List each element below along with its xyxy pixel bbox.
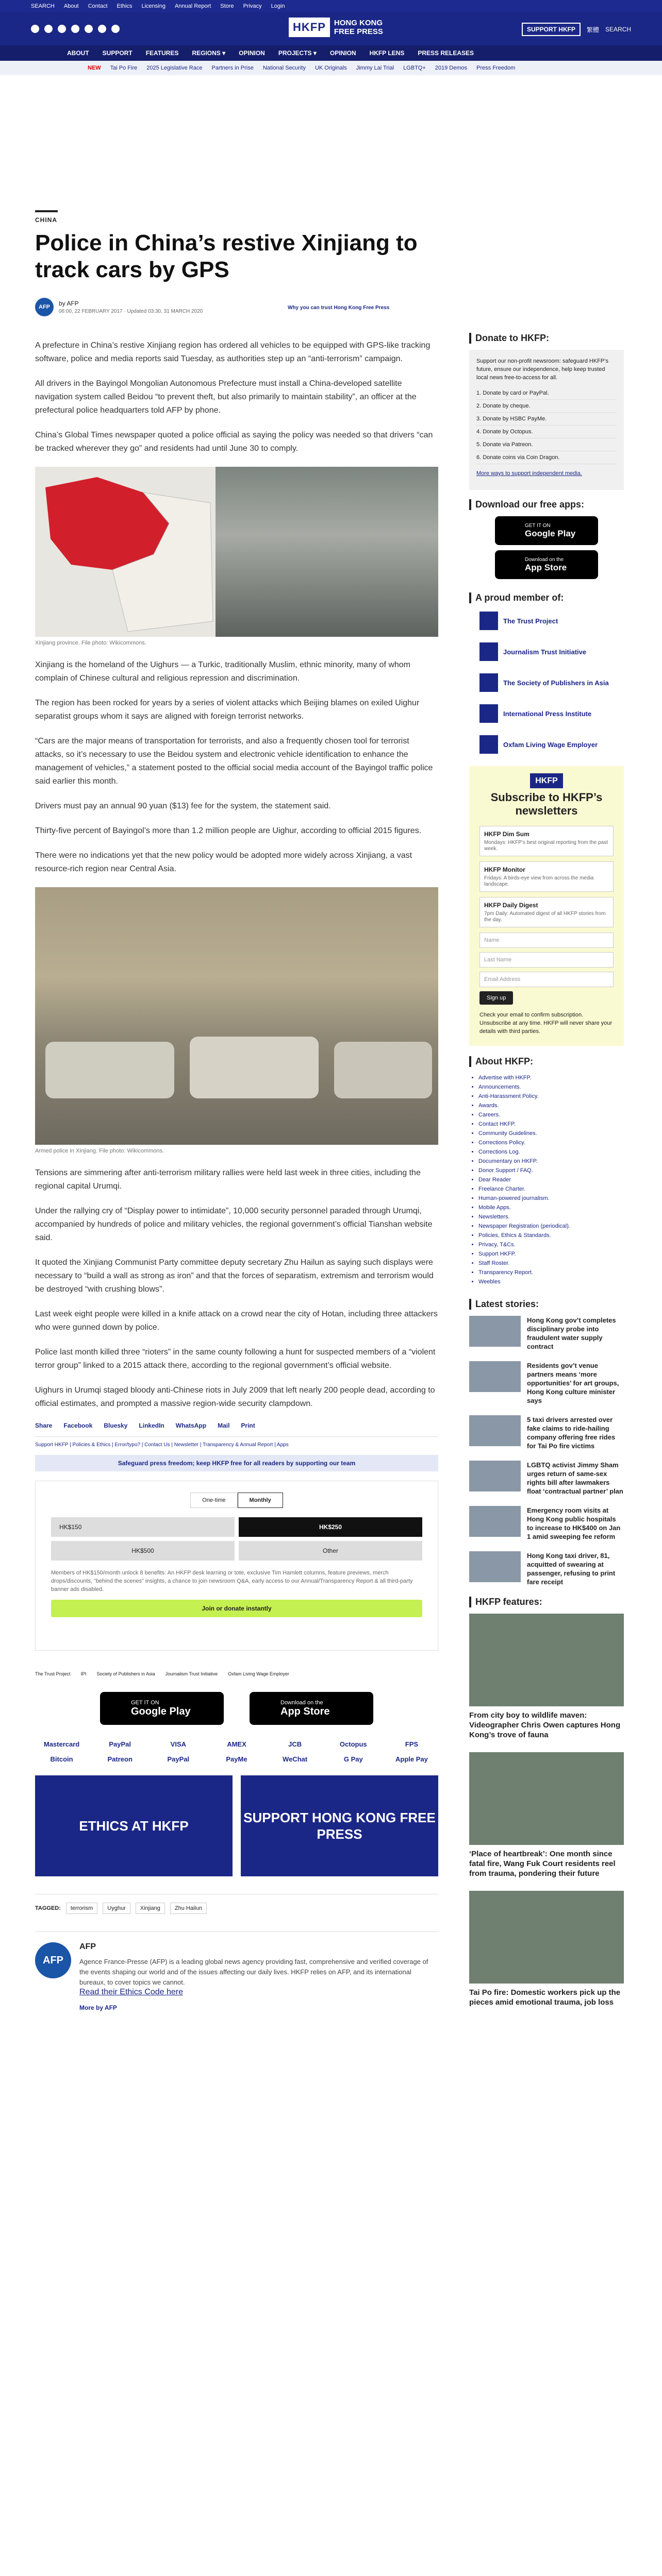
gpay-icon[interactable]: G Pay (343, 1755, 363, 1763)
donate-option[interactable]: 5. Donate via Patreon. (476, 438, 617, 451)
trending-item[interactable]: Partners in Prise (211, 65, 254, 71)
newsletter-desc: 7pm Daily: Automated digest of all HKFP stories from the day. (484, 911, 606, 923)
feature-image (469, 1752, 624, 1845)
sopa-icon (479, 673, 498, 692)
about-link[interactable]: • Support HKFP. (478, 1249, 624, 1259)
feature-title: Tai Po fire: Domestic workers pick up the pieces amid emotional trauma, job loss (469, 1988, 621, 2007)
mastercard-icon[interactable]: Mastercard (43, 1740, 80, 1748)
safeguard-banner[interactable]: Safeguard press freedom; keep HKFP free for all readers by supporting our team (35, 1455, 438, 1471)
more-ways-link[interactable]: More ways to support independent media. (476, 470, 582, 477)
trending-item[interactable]: Press Freedom (476, 65, 516, 71)
paragraph: There were no indications yet that the new policy would be adopted more widely across Xinjiang, a vast resource-rich region near Central Asia. (35, 851, 412, 873)
divider (35, 210, 58, 212)
member-badges (35, 1671, 438, 1676)
join-donate-button[interactable]: Join or donate instantly (51, 1600, 422, 1617)
story-thumbnail (469, 1551, 521, 1582)
trust-link[interactable]: Why you can trust Hong Kong Free Press (288, 305, 390, 311)
social-icons (31, 25, 120, 33)
trending-new-label: NEW (88, 65, 101, 71)
newsletter-note: Check your email to confirm subscription. Unsubscribe at any time. HKFP will never share your details with third parties. (479, 1012, 613, 1035)
amex-icon[interactable]: AMEX (227, 1740, 246, 1748)
trust-project-icon (479, 612, 498, 630)
newsletter-box (469, 766, 624, 1046)
sidebar (469, 333, 624, 2020)
ethics-code-link[interactable]: Read their Ethics Code here (79, 1988, 183, 1996)
amount-option-selected[interactable]: HK$250 (239, 1517, 422, 1537)
newsletter-name: HKFP Daily Digest (484, 902, 538, 909)
paragraph: All drivers in the Bayingol Mongolian Autonomous Prefecture must install a China-developed satellite navigation system called Beidou “to prevent theft, but also primarily to maintain stability”, an officer at the prefectural police headquarters told AFP by phone. (35, 379, 417, 415)
trending-item[interactable]: 2019 Demos (435, 65, 468, 71)
tag[interactable]: Xinjiang (136, 1903, 165, 1914)
visa-icon[interactable]: VISA (170, 1740, 187, 1748)
member-name: International Press Institute (503, 709, 592, 718)
support-links[interactable]: Support HKFP | Policies & Ethics | Error/typo? | Contact Us | Newsletter | Transparency & Annual Report | Apps (35, 1436, 438, 1448)
paragraph: The region has been rocked for years by a series of violent attacks which Beijing blames on exiled Uighur separatist groups whom it says are aligned with foreign terrorist networks. (35, 699, 420, 721)
member-name: The Society of Publishers in Asia (503, 679, 609, 687)
paragraph: China’s Global Times newspaper quoted a police official as saying the policy was needed so that drivers “can be tracked wherever they go” and residents had until June 30 to comply. (35, 431, 433, 453)
badge-oxfam[interactable]: Oxfam Living Wage Employer (228, 1671, 289, 1676)
member-name: Oxfam Living Wage Employer (503, 740, 598, 749)
about-link[interactable]: • Announcements. (478, 1082, 624, 1092)
payment-methods (35, 1740, 438, 1763)
tag-list (35, 1894, 438, 1914)
paragraph: Tensions are simmering after anti-terrorism military rallies were held last week in three cities, including the regional capital Urumqi. (35, 1168, 421, 1191)
story-thumbnail (469, 1316, 521, 1347)
share-bluesky[interactable]: Bluesky (104, 1422, 128, 1429)
topbar-ethics[interactable]: Ethics (117, 3, 133, 9)
feature-title: From city boy to wildlife maven: Videographer Chris Owen captures Hong Kong’s trove of fauna (469, 1711, 621, 1739)
bitcoin-icon[interactable]: Bitcoin (50, 1755, 73, 1763)
story-title: Residents gov’t venue partners means ‘more opportunities’ for art groups, Hong Kong culture minister says (527, 1362, 619, 1404)
name-input[interactable]: Name (479, 933, 614, 948)
latest-story[interactable] (469, 1316, 624, 1351)
story-thumbnail (469, 1461, 521, 1492)
newsletter-option[interactable] (479, 861, 614, 892)
story-title: Emergency room visits at Hong Kong public hospitals to increase to HK$400 on Jan 1 amid sweeping fee reform (527, 1506, 621, 1540)
member-name: The Trust Project (503, 617, 558, 625)
ipi-icon (479, 704, 498, 723)
paypal-icon[interactable]: PayPal (167, 1755, 190, 1763)
donate-heading: Donate to HKFP: (469, 333, 624, 344)
trending-item[interactable]: National Security (262, 65, 306, 71)
membership-benefits: Members of HK$150/month unlock 8 benefits: An HKFP desk learning or tote, exclusive Tim Hamlett columns, feature previews, merch drops/discounts, “behind the scenes” insights, a chance to join newsroom Q&A, early access to our Annual/Transparency Report & all third-party banner ads disabled. (51, 1570, 413, 1592)
oxfam-icon (479, 735, 498, 754)
about-link[interactable]: • Staff Roster. (478, 1259, 624, 1268)
author-avatar-large[interactable]: AFP (35, 1942, 71, 1978)
about-link[interactable]: • Awards. (478, 1101, 624, 1110)
feature-story[interactable] (469, 1614, 624, 1740)
badge-trust-project[interactable]: The Trust Project (35, 1671, 71, 1676)
jti-icon (479, 642, 498, 661)
nav-features[interactable]: FEATURES (145, 49, 179, 57)
story-thumbnail (469, 1415, 521, 1446)
paragraph: Xinjiang is the homeland of the Uighurs — a Turkic, traditionally Muslim, ethnic minority, many of whom complain of Chinese cultural and religious repression and discrimination. (35, 660, 411, 683)
topbar-about[interactable]: About (63, 3, 79, 9)
story-thumbnail (469, 1361, 521, 1392)
about-link[interactable]: • Privacy, T&Cs. (478, 1240, 624, 1249)
applepay-icon[interactable]: Apple Pay (395, 1755, 428, 1763)
language-toggle[interactable]: 繁體 (586, 26, 599, 33)
member-logo[interactable] (479, 673, 624, 692)
features-heading: HKFP features: (469, 1597, 624, 1607)
feature-story[interactable] (469, 1752, 624, 1878)
trending-bar (0, 61, 662, 75)
image-caption: Armed police in Xinjiang. File photo: Wikicommons. (35, 1148, 164, 1154)
xinjiang-map-image (35, 467, 216, 637)
feature-image (469, 1891, 624, 1984)
nav-press-releases[interactable]: PRESS RELEASES (418, 49, 474, 57)
latest-story[interactable] (469, 1506, 624, 1541)
google-play-small: GET IT ON (131, 1699, 159, 1706)
x-icon[interactable] (44, 25, 53, 33)
paragraph: “Cars are the major means of transportation for terrorists, and also a frequently chosen tool for terrorist attacks, so it’s necessary to use the Beidou system and electronic vehicle identification to enhance the management of vehicles,” a statement posted to the official social media account of the Bayingol traffic police said earlier this month. (35, 737, 433, 786)
armed-police-photo (35, 887, 438, 1145)
paragraph: Thirty-five percent of Bayingol’s more than 1.2 million people are Uighur, according to official 2015 figures. (35, 826, 422, 835)
donate-text[interactable]: Support our non-profit newsroom: safeguard HKFP’s future, ensure our independence, help keep trusted local news free-to-access for all. (476, 358, 608, 381)
site-logo[interactable] (289, 18, 383, 37)
donate-option[interactable]: 1. Donate by card or PayPal. (476, 387, 617, 400)
about-link[interactable]: • Documentary on HKFP. (478, 1157, 624, 1166)
share-print[interactable]: Print (241, 1422, 255, 1429)
about-link[interactable]: • Freelance Charter. (478, 1184, 624, 1194)
topbar-annual-report[interactable]: Annual Report (174, 3, 211, 9)
donate-option[interactable]: 2. Donate by cheque. (476, 400, 617, 413)
apps-heading: Download our free apps: (469, 499, 624, 510)
member-logo[interactable] (479, 735, 624, 754)
site-header (0, 12, 662, 45)
share-bar (35, 1422, 438, 1429)
topbar-privacy[interactable]: Privacy (243, 3, 262, 9)
share-mail[interactable]: Mail (218, 1422, 230, 1429)
latest-stories (469, 1316, 624, 1586)
logo-line2: FREE PRESS (334, 27, 383, 36)
author-box-name[interactable]: AFP (79, 1942, 96, 1951)
about-link[interactable]: • Newsletters. (478, 1212, 624, 1222)
share-label: Share (35, 1422, 53, 1429)
vehicles-graphic (35, 887, 438, 1145)
about-links (469, 1073, 624, 1286)
paragraph: A prefecture in China’s restive Xinjiang region has ordered all vehicles to be equipped with GPS-like tracking software, police and media reports said Tuesday, as authorities step up an “anti-terrorism” campaign. (35, 341, 431, 363)
logo-mark: HKFP (289, 18, 330, 37)
donate-option[interactable]: 3. Donate by HSBC PayMe. (476, 413, 617, 426)
latest-story[interactable] (469, 1551, 624, 1586)
amount-option[interactable]: HK$500 (51, 1541, 235, 1561)
newsletter-name: HKFP Monitor (484, 866, 525, 873)
figure-armed-police (35, 887, 438, 1154)
trending-item[interactable]: Jimmy Lai Trial (356, 65, 394, 71)
gp-small: GET IT ON (525, 522, 551, 529)
payme-icon[interactable]: PayMe (226, 1755, 247, 1763)
story-title: 5 taxi drivers arrested over fake claims to ride-hailing company offering free rides for Tai Po fire victims (527, 1416, 616, 1450)
support-hkfp-button[interactable]: SUPPORT HKFP (522, 23, 581, 36)
newsletter-desc: Mondays: HKFP’s best original reporting from the past week. (484, 840, 608, 852)
feature-image (469, 1614, 624, 1706)
frequency-one-time[interactable]: One-time (190, 1493, 237, 1508)
story-title: LGBTQ activist Jimmy Sham urges return of same-sex rights bill after lawmakers float ‘contractual partner’ plan (527, 1461, 623, 1495)
nav-about[interactable]: ABOUT (67, 49, 89, 57)
nav-hkfp-lens[interactable]: HKFP LENS (369, 49, 405, 57)
paragraph: Under the rallying cry of “Display power to intimidate”, 10,000 security personnel paraded through Urumqi, accompanied by hundreds of police and military vehicles, the regional government’s official Tianshan website said. (35, 1207, 433, 1242)
nav-projects[interactable]: PROJECTS ▾ (278, 49, 317, 57)
paragraph: Drivers must pay an annual 90 yuan ($13) fee for the system, the statement said. (35, 802, 331, 810)
topbar-search[interactable]: SEARCH (31, 3, 55, 9)
share-whatsapp[interactable]: WhatsApp (175, 1422, 207, 1429)
fps-icon[interactable]: FPS (405, 1740, 419, 1748)
tag[interactable]: terrorism (66, 1903, 97, 1914)
frequency-monthly[interactable]: Monthly (238, 1493, 283, 1508)
about-link[interactable]: • Corrections Log. (478, 1147, 624, 1157)
badge-ipi[interactable]: IPI (80, 1671, 87, 1676)
figure-xinjiang (35, 467, 438, 646)
article (35, 210, 438, 2011)
about-link[interactable]: • Careers. (478, 1110, 624, 1120)
tag[interactable]: Zhu Hailun (170, 1903, 207, 1914)
author-name[interactable]: by AFP (59, 300, 79, 307)
logo-line1: HONG KONG (334, 19, 383, 27)
paragraph: Police last month killed three “rioters” in the same county following a hunt for suspected members of a “violent terror group” linked to a 2015 attack there, according to the regional government’s official website. (35, 1348, 436, 1370)
about-link[interactable]: • Policies, Ethics & Standards. (478, 1231, 624, 1240)
octopus-icon[interactable]: Octopus (339, 1740, 367, 1748)
feature-title: ‘Place of heartbreak’: One month since fatal fire, Wang Fuk Court residents reel from trauma, pondering their future (469, 1850, 616, 1878)
email-icon[interactable] (111, 25, 120, 33)
paragraph: Last week eight people were killed in a knife attack on a crowd near the city of Hotan, including three attackers who were gunned down by police. (35, 1310, 438, 1332)
author-avatar[interactable]: AFP (35, 298, 54, 316)
about-link[interactable]: • Newspaper Registration (periodical). (478, 1222, 624, 1231)
member-heading: A proud member of: (469, 592, 624, 603)
sidebar-google-play-button[interactable] (495, 516, 598, 545)
about-heading: About HKFP: (469, 1056, 624, 1067)
donate-option[interactable]: 6. Donate coins via Coin Dragon. (476, 451, 617, 464)
linkedin-icon[interactable] (98, 25, 106, 33)
nav-regions[interactable]: REGIONS ▾ (192, 49, 226, 57)
member-logo[interactable] (479, 704, 624, 723)
about-link[interactable]: • Contact HKFP. (478, 1120, 624, 1129)
last-name-input[interactable]: Last Name (479, 952, 614, 968)
about-link[interactable]: • Mobile Apps. (478, 1203, 624, 1212)
as-label: App Store (525, 562, 567, 572)
sidebar-app-store-button[interactable] (495, 550, 598, 579)
app-store-label: App Store (280, 1705, 330, 1717)
about-link[interactable]: • Transparency Report. (478, 1268, 624, 1277)
member-name: Journalism Trust Initiative (503, 648, 587, 656)
author-box (35, 1931, 438, 2011)
topbar-store[interactable]: Store (220, 3, 234, 9)
nav-support[interactable]: SUPPORT (102, 49, 133, 57)
tags-label: TAGGED: (35, 1905, 61, 1911)
about-link[interactable]: • Community Guidelines. (478, 1129, 624, 1138)
amount-option[interactable]: HK$150 (51, 1517, 235, 1537)
topbar-licensing[interactable]: Licensing (141, 3, 166, 9)
app-store-buttons (35, 1692, 438, 1725)
about-link[interactable]: • Human-powered journalism. (478, 1194, 624, 1203)
as-small: Download on the (525, 556, 564, 563)
email-input[interactable]: Email Address (479, 972, 614, 987)
header-search[interactable]: SEARCH (605, 26, 631, 33)
about-link[interactable]: • Advertise with HKFP. (478, 1073, 624, 1082)
amount-option-other[interactable]: Other (239, 1541, 422, 1561)
paypal-icon[interactable]: PayPal (109, 1740, 131, 1748)
article-category[interactable]: CHINA (35, 216, 57, 224)
armored-vehicle-shape (334, 1042, 432, 1098)
nav-opinion[interactable]: OPINION (239, 49, 265, 57)
donate-box (469, 350, 624, 490)
trending-item[interactable]: UK Originals (315, 65, 347, 71)
wechat-icon[interactable]: WeChat (283, 1755, 308, 1763)
trending-item[interactable]: Tai Po Fire (110, 65, 138, 71)
latest-heading: Latest stories: (469, 1299, 624, 1310)
donate-option[interactable]: 4. Donate by Octopus. (476, 426, 617, 438)
about-link[interactable]: • Corrections Policy. (478, 1138, 624, 1147)
story-title: Hong Kong taxi driver, 81, acquitted of swearing at passenger, refusing to print fare receipt (527, 1552, 616, 1586)
topbar-contact[interactable]: Contact (88, 3, 108, 9)
top-utility-bar (0, 0, 662, 12)
google-play-button[interactable] (100, 1692, 224, 1725)
badge-jti[interactable]: Journalism Trust Initiative (165, 1671, 218, 1676)
newsletter-logo: HKFP (530, 773, 563, 788)
gp-label: Google Play (525, 528, 576, 538)
facebook-icon[interactable] (31, 25, 39, 33)
instagram-icon[interactable] (58, 25, 66, 33)
nav-opinion-2[interactable]: OPINION (329, 49, 356, 57)
article-title: Police in China’s restive Xinjiang to track cars by GPS (35, 230, 418, 282)
newsletter-desc: Fridays: A birds-eye view from across the media landscape. (484, 875, 594, 887)
app-store-small: Download on the (280, 1699, 323, 1706)
topbar-login[interactable]: Login (271, 3, 285, 9)
share-linkedin[interactable]: LinkedIn (139, 1422, 164, 1429)
author-bio: Agence France-Presse (AFP) is a leading global news agency providing fast, comprehensive and verified coverage of the events shaping our world and of the issues affecting our daily lives. HKFP relies on AFP, and its international bureaux, to cover topics we cannot. (79, 1958, 428, 1986)
support-hkfp-banner[interactable]: SUPPORT HONG KONG FREE PRESS (241, 1775, 438, 1876)
tag[interactable]: Uyghur (103, 1903, 130, 1914)
armored-vehicle-shape (45, 1042, 174, 1098)
story-thumbnail (469, 1506, 521, 1537)
about-link[interactable]: • Weebles (478, 1277, 624, 1286)
youtube-icon[interactable] (85, 25, 93, 33)
ethics-banner[interactable]: ETHICS AT HKFP (35, 1775, 233, 1876)
latest-story[interactable] (469, 1461, 624, 1496)
about-link[interactable]: • Donor Support / FAQ. (478, 1166, 624, 1175)
member-logo[interactable] (479, 642, 624, 661)
threads-icon[interactable] (71, 25, 79, 33)
patreon-icon[interactable]: Patreon (107, 1755, 133, 1763)
jcb-icon[interactable]: JCB (288, 1740, 302, 1748)
newsletter-option[interactable] (479, 826, 614, 856)
story-title: Hong Kong gov’t completes disciplinary probe into fraudulent water supply contract (527, 1316, 616, 1350)
trending-item[interactable]: LGBTQ+ (403, 65, 426, 71)
about-link[interactable]: • Dear Reader (478, 1175, 624, 1184)
newsletter-title: Subscribe to HKFP’s newsletters (490, 791, 603, 817)
newsletter-option[interactable] (479, 897, 614, 927)
main-nav (0, 45, 662, 61)
trending-item[interactable]: 2025 Legislative Race (146, 65, 203, 71)
share-facebook[interactable]: Facebook (63, 1422, 93, 1429)
more-by-author-link[interactable]: More by AFP (79, 2004, 117, 2011)
car-photo (216, 467, 438, 637)
paragraph: Uighurs in Urumqi staged bloody anti-Chinese riots in July 2009 that left nearly 200 people dead, according to official estimates, and prompted a massive region-wide security clampdown. (35, 1386, 435, 1408)
feature-story[interactable] (469, 1891, 624, 2007)
badge-sopa[interactable]: Society of Publishers in Asia (96, 1671, 155, 1676)
article-dates: 06:00, 22 FEBRUARY 2017 · Updated 03:30, 31 MARCH 2020 (59, 309, 203, 314)
latest-story[interactable] (469, 1361, 624, 1405)
byline (35, 298, 438, 316)
armored-vehicle-shape (190, 1037, 319, 1098)
signup-button[interactable]: Sign up (479, 991, 513, 1005)
newsletter-name: HKFP Dim Sum (484, 831, 529, 838)
google-play-label: Google Play (131, 1705, 191, 1717)
image-caption: Xinjiang province. File photo: Wikicommons. (35, 640, 146, 646)
donation-widget (35, 1481, 438, 1651)
about-link[interactable]: • Anti-Harassment Policy. (478, 1092, 624, 1101)
member-logo[interactable] (479, 612, 624, 630)
latest-story[interactable] (469, 1415, 624, 1450)
paragraph: It quoted the Xinjiang Communist Party committee deputy secretary Zhu Hailun as saying such displays were necessary to “build a wall as strong as iron” and that the forces of separatism, extremism and terrorism would be destroyed “with crushing blows”. (35, 1258, 434, 1294)
map-graphic (35, 467, 216, 637)
app-store-button[interactable] (250, 1692, 373, 1725)
